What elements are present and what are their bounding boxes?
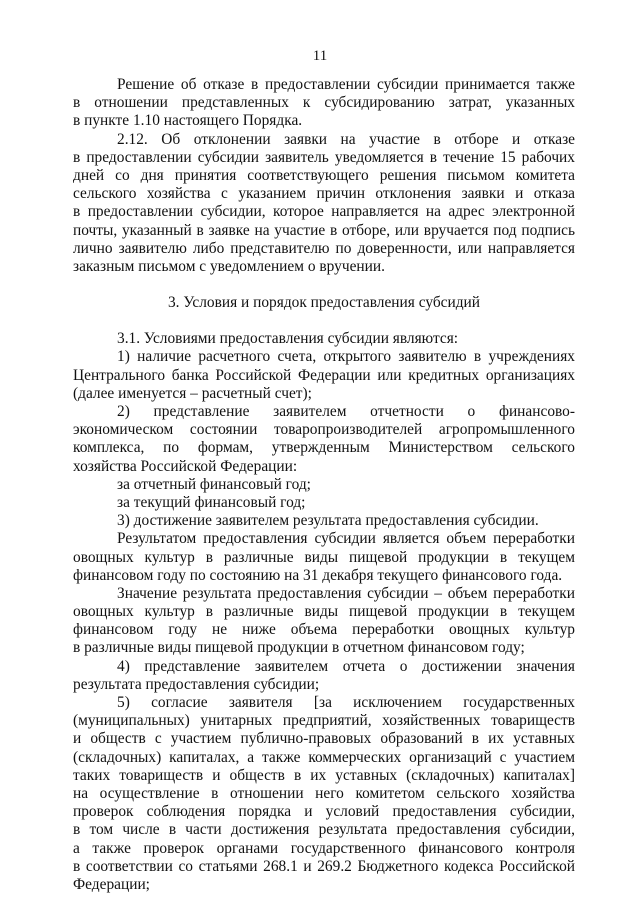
text-line: в предоставлении субсидии заявитель уведомляется в течение 15 рабочих	[73, 148, 575, 166]
text-line: дней со дня принятия соответствующего решения письмом комитета	[73, 166, 575, 184]
text-line: 1) наличие расчетного счета, открытого заявителю в учреждениях	[117, 348, 575, 366]
text-line: хозяйства Российской Федерации:	[73, 457, 298, 475]
document-body	[73, 76, 575, 894]
text-line: и обществ с участием публично-правовых образований в их уставных	[73, 730, 575, 748]
text-line: 2) представление заявителем отчетности о финансово-	[117, 403, 575, 420]
text-line: 4) представление заявителем отчета о достижении значения	[117, 657, 575, 675]
text-line: почты, указанный в заявке на участие в отборе, или вручается под подпись	[73, 221, 575, 239]
text-line: 3.1. Условиями предоставления субсидии являются:	[117, 330, 459, 348]
text-line: результата предоставления субсидии;	[73, 675, 320, 693]
text-line: (муниципальных) унитарных предприятий, хозяйственных товариществ	[73, 712, 575, 730]
text-line: (далее именуется – расчетный счет);	[73, 384, 312, 402]
text-line: таких товариществ и обществ в их уставных (складочных) капиталах]	[73, 766, 575, 784]
text-line: а также проверок органами государственного финансового контроля	[73, 839, 575, 857]
section-2-text	[73, 76, 575, 276]
text-line: 5) согласие заявителя [за исключением государственных	[117, 694, 575, 711]
section-heading: 3. Условия и порядок предоставления субсидий	[167, 294, 481, 312]
text-line: Федерации;	[73, 875, 150, 893]
text-line: Результатом предоставления субсидии является объем переработки	[117, 530, 575, 548]
text-line: заказным письмом с уведомлением о вручении.	[73, 257, 385, 275]
text-line: экономическом состоянии товаропроизводителей агропромышленного	[73, 421, 575, 439]
text-line: в том числе в части достижения результата предоставления субсидии,	[73, 821, 575, 839]
text-line: Решение об отказе в предоставлении субсидии принимается также	[117, 76, 575, 93]
text-line: Значение результата предоставления субсидии – объем переработки	[117, 584, 575, 602]
text-line: овощных культур в различные виды пищевой продукции в текущем	[73, 548, 575, 566]
text-line: в различные виды пищевой продукции в отчетном финансовом году;	[73, 639, 525, 657]
text-line: проверок соблюдения порядка и условий предоставления субсидии,	[73, 803, 575, 821]
text-line: 2.12. Об отклонении заявки на участие в отборе и отказе	[117, 130, 575, 148]
text-line: сельского хозяйства с указанием причин отклонения заявки и отказа	[73, 185, 575, 203]
text-line: в пункте 1.10 настоящего Порядка.	[73, 112, 303, 130]
text-line: финансовом году по состоянию на 31 декабря текущего финансового года.	[73, 566, 563, 584]
text-line: за отчетный финансовый год;	[117, 475, 311, 493]
text-line: финансовом году не ниже объема переработки овощных культур	[73, 621, 575, 639]
text-line: комплекса, по формам, утвержденным Министерством сельского	[73, 439, 575, 457]
page-number: 11	[312, 48, 328, 64]
text-line: Центрального банка Российской Федерации или кредитных организациях	[73, 366, 575, 384]
text-line: в предоставлении субсидии, которое направляется на адрес электронной	[73, 203, 575, 221]
section-3-text	[73, 330, 575, 894]
text-line: 3) достижение заявителем результата предоставления субсидии.	[117, 512, 539, 530]
text-line: лично заявителю либо представителю по доверенности, или направляется	[73, 239, 575, 257]
text-line: (складочных) капиталах, а также коммерческих организаций с участием	[73, 748, 575, 766]
text-line: в отношении представленных к субсидированию затрат, указанных	[73, 94, 575, 112]
text-line: за текущий финансовый год;	[117, 493, 306, 511]
text-line: овощных культур в различные виды пищевой продукции в текущем	[73, 603, 575, 621]
text-line: на осуществление в отношении него комитетом сельского хозяйства	[73, 784, 575, 802]
text-line: в соответствии со статьями 268.1 и 269.2 Бюджетного кодекса Российской	[73, 857, 575, 875]
